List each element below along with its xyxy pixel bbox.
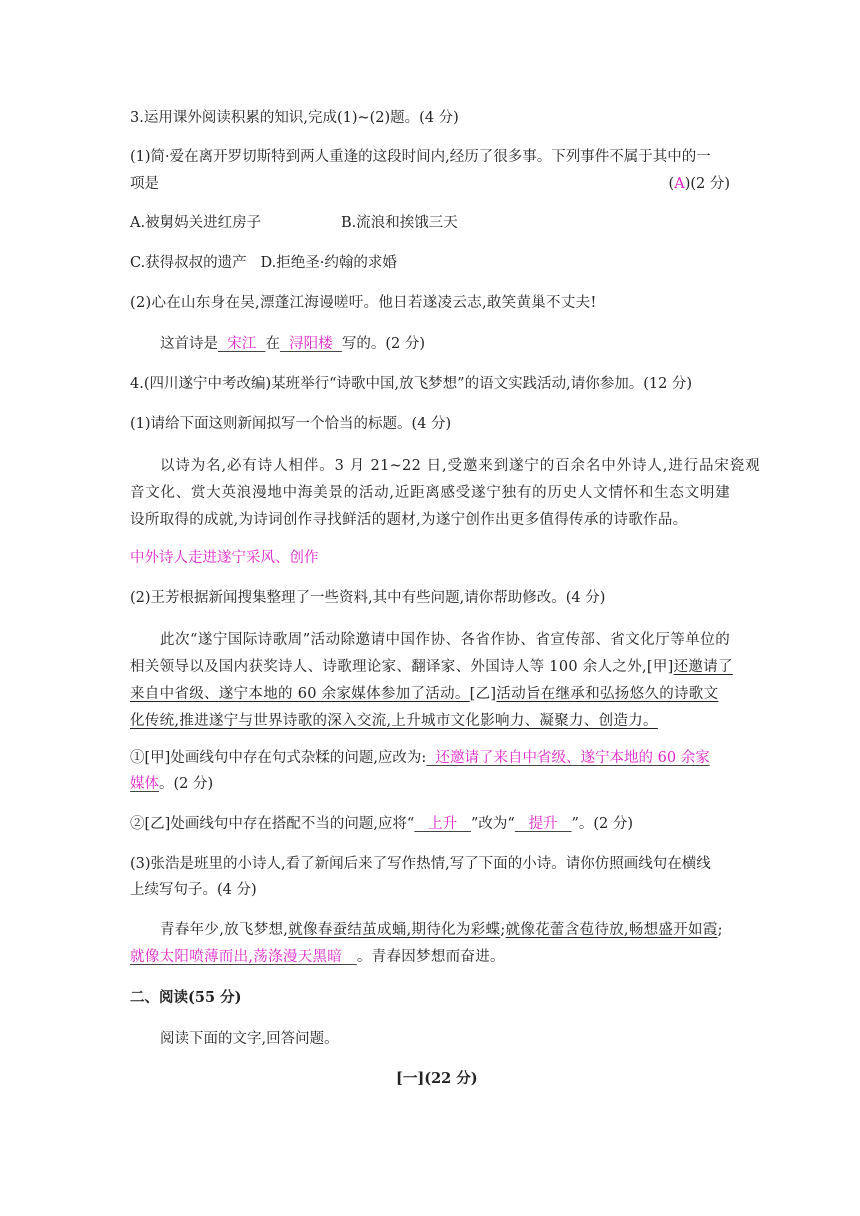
q4-material-underlined-yi-1: 活动旨在继承和弘扬悠久的诗歌文 bbox=[496, 686, 719, 702]
q4-p1: (1)请给下面这则新闻拟写一个恰当的标题。(4 分) bbox=[130, 416, 452, 432]
q4-material-underlined-jia-1: 还邀请了 bbox=[673, 659, 733, 675]
q4-s1-post: 。(2 分) bbox=[159, 776, 214, 792]
q3-p2-mid: 在 bbox=[265, 336, 280, 352]
q4-s1-answer-part1: 还邀请了来自中省级、遂宁本地的 60 余家 bbox=[426, 750, 710, 766]
q3-p2-pre: 这首诗是 bbox=[160, 336, 218, 352]
q3-p1-paren-open: ( bbox=[668, 176, 675, 192]
q4-p1-answer: 中外诗人走进遂宁采风、创作 bbox=[130, 550, 319, 566]
q4-s1-line2 bbox=[130, 774, 213, 794]
q4-s1-pre: ①[甲]处画线句中存在句式杂糅的问题,应改为: bbox=[130, 750, 427, 766]
q3-p2-answer-place: 浔阳楼 bbox=[279, 336, 342, 352]
q4-poem-model-1: 就像春蚕结茧成蛹,期待化为彩蝶 bbox=[288, 922, 501, 938]
q4-p3-line2: 上续写句子。(4 分) bbox=[130, 882, 257, 898]
q4-material-marker-yi: [乙] bbox=[469, 686, 497, 702]
q4-material-line1-text: 此次“遂宁国际诗歌周”活动除邀请中国作协、各省作协、省宣传部、省文化厅等单位的 bbox=[160, 632, 730, 648]
q3-p2-post: 写的。(2 分) bbox=[341, 336, 426, 352]
section2-part-heading: [一](22 分) bbox=[396, 1070, 478, 1087]
q4-news-line1 bbox=[160, 456, 760, 476]
q4-material-underlined-jia-2: 来自中省级、遂宁本地的 60 余家媒体参加了活动。 bbox=[130, 686, 470, 702]
q4-s2-line bbox=[130, 814, 633, 834]
q3-p2-poem: (2)心在山东身在吴,漂蓬江海谩嗟吁。他日若遂凌云志,敢笑黄巢不丈夫! bbox=[130, 295, 597, 311]
q4-news-line2 bbox=[130, 483, 730, 503]
q4-p3-line1: (3)张浩是班里的小诗人,看了新闻后来了写作热情,写了下面的小诗。请你仿照画线句在横线 bbox=[130, 856, 711, 872]
section2-intro: 阅读下面的文字,回答问题。 bbox=[160, 1031, 339, 1047]
q4-s2-answer-right: 提升 bbox=[514, 816, 572, 832]
q4-s1-answer-part2: 媒体 bbox=[130, 776, 159, 792]
q3-p1-answer: A bbox=[674, 176, 685, 192]
q3-p1-line2: 项是 bbox=[130, 176, 159, 192]
q4-poem-line2 bbox=[130, 947, 505, 967]
q3-option-a: A.被舅妈关进红房子 bbox=[130, 215, 262, 231]
q3-p1-answer-slot bbox=[669, 174, 730, 194]
q4-s2-pre: ②[乙]处画线句中存在搭配不当的问题,应将“ bbox=[130, 816, 415, 832]
q4-poem-end: 。青春因梦想而奋进。 bbox=[356, 949, 505, 965]
q4-material-line3 bbox=[130, 684, 718, 704]
q4-news-line1-text: 以诗为名,必有诗人相伴。3 月 21~22 日,受邀来到遂宁的百余名中外诗人,进行品宋瓷观 bbox=[160, 458, 760, 474]
q3-options-cd bbox=[130, 253, 397, 273]
q4-s2-post: ”。(2 分) bbox=[571, 816, 634, 832]
q4-material-line2 bbox=[130, 657, 733, 677]
q4-material-line2-a: 相关领导以及国内获奖诗人、诗歌理论家、翻译家、外国诗人等 100 余人之外,[甲] bbox=[130, 659, 674, 675]
q3-option-b: B.流浪和挨饿三天 bbox=[341, 215, 458, 231]
q4-s2-mid: ”改为“ bbox=[471, 816, 515, 832]
q4-p2: (2)王芳根据新闻搜集整理了一些资料,其中有些问题,请你帮助修改。(4 分) bbox=[130, 590, 606, 606]
q4-poem-answer: 就像太阳喷薄而出,荡涤漫天黑暗 bbox=[130, 949, 357, 965]
q4-poem-sep-2: ; bbox=[717, 922, 723, 938]
q4-material-line1 bbox=[160, 630, 730, 650]
q3-title: 3.运用课外阅读积累的知识,完成(1)~(2)题。(4 分) bbox=[130, 110, 459, 126]
q4-poem-start: 青春年少,放飞梦想, bbox=[160, 922, 289, 938]
q4-poem-line1 bbox=[160, 920, 723, 940]
q4-news-line2-text: 音文化、赏大英浪漫地中海美景的活动,近距离感受遂宁独有的历史人文情怀和生态文明建 bbox=[130, 485, 730, 501]
q4-s2-answer-wrong: 上升 bbox=[414, 816, 471, 832]
q3-p1-paren-close: )(2 分) bbox=[684, 176, 730, 192]
q4-title: 4.(四川遂宁中考改编)某班举行“诗歌中国,放飞梦想”的语文实践活动,请你参加。(12 分) bbox=[130, 376, 693, 392]
q3-p1-line1: (1)简·爱在离开罗切斯特到两人重逢的这段时间内,经历了很多事。下列事件不属于其中的一 bbox=[130, 149, 711, 165]
q4-material-underlined-yi-2: 化传统,推进遂宁与世界诗歌的深入交流,上升城市文化影响力、凝聚力、创造力。 bbox=[130, 713, 658, 729]
q3-option-d: D.拒绝圣·约翰的求婚 bbox=[260, 255, 397, 271]
q4-poem-sep-1: ; bbox=[500, 922, 506, 938]
section2-title: 二、阅读(55 分) bbox=[130, 989, 242, 1006]
q4-s1-line1 bbox=[130, 748, 710, 768]
q3-p2-answer-author: 宋江 bbox=[218, 336, 266, 352]
q4-material-line4 bbox=[130, 711, 658, 731]
q4-news-line3: 设所取得的成就,为诗词创作寻找鲜活的题材,为遂宁创作出更多值得传承的诗歌作品。 bbox=[130, 512, 688, 528]
q3-p2-answer-line bbox=[160, 334, 425, 354]
q4-poem-model-2: 就像花蕾含苞待放,畅想盛开如霞 bbox=[505, 922, 718, 938]
q3-option-c: C.获得叔叔的遗产 bbox=[130, 255, 247, 271]
